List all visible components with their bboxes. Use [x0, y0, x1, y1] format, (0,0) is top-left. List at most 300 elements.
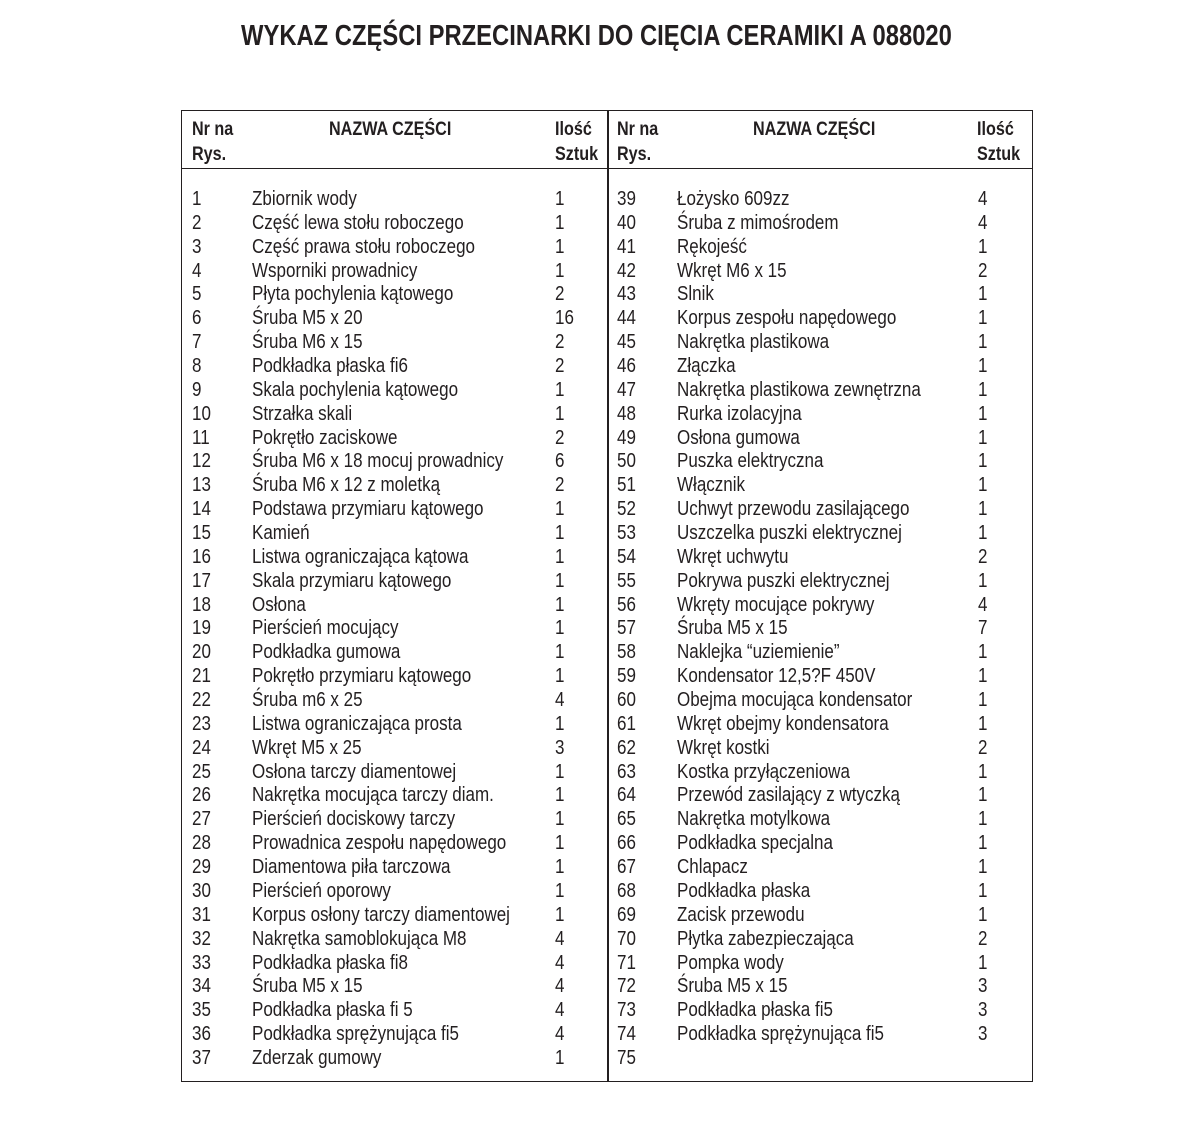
part-number: 67 [617, 856, 636, 879]
table-row [609, 904, 1034, 928]
part-number: 54 [617, 545, 636, 568]
part-number: 25 [192, 760, 211, 783]
table-row [182, 236, 607, 260]
part-name: Łożysko 609zz [677, 188, 790, 210]
header-nr: Nr na Rys. [617, 119, 659, 165]
part-name: Zacisk przewodu [677, 903, 805, 926]
part-quantity: 1 [555, 760, 565, 783]
part-number: 12 [192, 450, 211, 473]
part-name: Wkręty mocujące pokrywy [677, 593, 875, 616]
part-name: Część prawa stołu roboczego [252, 235, 476, 258]
table-row [609, 260, 1034, 284]
part-number: 2 [192, 211, 202, 234]
part-quantity: 1 [978, 498, 988, 521]
table-row [609, 188, 1034, 212]
part-name: Nakrętka plastikowa [677, 331, 830, 354]
part-number: 1 [192, 188, 202, 210]
part-quantity: 1 [978, 641, 988, 664]
part-quantity: 1 [555, 832, 565, 855]
part-name: Kamień [252, 522, 310, 545]
part-number: 18 [192, 593, 211, 616]
part-quantity: 1 [555, 235, 565, 258]
part-name: Wkręt uchwytu [677, 545, 789, 568]
part-number: 31 [192, 903, 211, 926]
part-quantity: 4 [978, 211, 988, 234]
part-quantity: 1 [978, 712, 988, 735]
table-row [182, 1023, 607, 1047]
table-row [182, 498, 607, 522]
table-row [182, 307, 607, 331]
table-row [182, 403, 607, 427]
table-row [182, 212, 607, 236]
part-name: Pierścień mocujący [252, 617, 399, 640]
table-row [609, 784, 1034, 808]
part-number: 73 [617, 999, 636, 1022]
part-name: Podkładka płaska fi5 [677, 999, 833, 1022]
part-number: 65 [617, 808, 636, 831]
part-number: 11 [192, 426, 210, 449]
part-name: Pokrętło przymiaru kątowego [252, 665, 472, 688]
part-quantity: 1 [978, 689, 988, 712]
part-name: Uchwyt przewodu zasilającego [677, 498, 910, 521]
table-row [182, 975, 607, 999]
table-row [609, 641, 1034, 665]
rows-left [182, 188, 607, 1071]
part-quantity: 1 [555, 378, 565, 401]
part-quantity: 1 [555, 498, 565, 521]
part-name: Pokrętło zaciskowe [252, 426, 398, 449]
table-row [182, 952, 607, 976]
table-row [182, 283, 607, 307]
part-number: 41 [617, 235, 636, 258]
table-row [609, 331, 1034, 355]
part-number: 19 [192, 617, 211, 640]
part-name: Śruba m6 x 25 [252, 689, 363, 712]
part-quantity: 1 [978, 522, 988, 545]
part-number: 45 [617, 331, 636, 354]
part-quantity: 1 [978, 856, 988, 879]
part-number: 37 [192, 1046, 211, 1069]
part-number: 46 [617, 355, 636, 378]
part-number: 10 [192, 402, 211, 425]
part-quantity: 1 [555, 402, 565, 425]
table-row [609, 689, 1034, 713]
part-number: 40 [617, 211, 636, 234]
table-row [182, 832, 607, 856]
part-name: Korpus osłony tarczy diamentowej [252, 903, 510, 926]
part-name: Przewód zasilający z wtyczką [677, 784, 900, 807]
part-number: 34 [192, 975, 211, 998]
part-quantity: 1 [978, 426, 988, 449]
part-name: Płyta pochylenia kątowego [252, 283, 454, 306]
part-number: 60 [617, 689, 636, 712]
part-name: Śruba M6 x 18 mocuj prowadnicy [252, 450, 504, 473]
table-row [182, 260, 607, 284]
part-quantity: 1 [555, 569, 565, 592]
part-quantity: 1 [978, 307, 988, 330]
table-row [609, 307, 1034, 331]
part-quantity: 16 [555, 307, 574, 330]
header-name: NAZWA CZĘŚCI [329, 119, 452, 140]
part-quantity: 1 [555, 712, 565, 735]
part-name: Obejma mocująca kondensator [677, 689, 913, 712]
part-name: Podstawa przymiaru kątowego [252, 498, 484, 521]
table-row [609, 594, 1034, 618]
part-number: 23 [192, 712, 211, 735]
table-row [609, 355, 1034, 379]
part-name: Osłona gumowa [677, 426, 800, 449]
table-row [182, 808, 607, 832]
part-name: Wkręt M5 x 25 [252, 736, 362, 759]
part-name: Złączka [677, 355, 736, 378]
table-row [609, 236, 1034, 260]
part-quantity: 1 [978, 235, 988, 258]
table-row [182, 1047, 607, 1071]
part-quantity: 4 [978, 188, 988, 210]
table-row [609, 928, 1034, 952]
part-quantity: 1 [978, 832, 988, 855]
table-row [609, 570, 1034, 594]
part-name: Podkładka sprężynująca fi5 [252, 1023, 459, 1046]
part-name: Wkręt obejmy kondensatora [677, 712, 889, 735]
part-name: Kostka przyłączeniowa [677, 760, 850, 783]
table-row [182, 880, 607, 904]
part-number: 53 [617, 522, 636, 545]
part-number: 74 [617, 1023, 636, 1046]
table-row [182, 379, 607, 403]
part-name: Wsporniki prowadnicy [252, 259, 418, 282]
parts-table [181, 110, 1033, 1082]
part-number: 71 [617, 951, 636, 974]
part-quantity: 1 [978, 474, 988, 497]
part-quantity: 1 [978, 402, 988, 425]
part-name: Slnik [677, 283, 714, 306]
part-number: 17 [192, 569, 211, 592]
part-number: 61 [617, 712, 636, 735]
table-row [609, 617, 1034, 641]
table-row [609, 832, 1034, 856]
table-row [609, 713, 1034, 737]
part-number: 43 [617, 283, 636, 306]
part-name: Zderzak gumowy [252, 1046, 382, 1069]
part-quantity: 4 [555, 975, 565, 998]
part-number: 3 [192, 235, 202, 258]
part-name: Płytka zabezpieczająca [677, 927, 854, 950]
part-number: 33 [192, 951, 211, 974]
table-row [609, 761, 1034, 785]
part-name: Uszczelka puszki elektrycznej [677, 522, 902, 545]
table-row [609, 952, 1034, 976]
part-name: Strzałka skali [252, 402, 353, 425]
part-name: Listwa ograniczająca kątowa [252, 545, 469, 568]
table-row [609, 546, 1034, 570]
part-number: 55 [617, 569, 636, 592]
part-quantity: 1 [978, 283, 988, 306]
part-quantity: 2 [555, 283, 565, 306]
part-name: Śruba M6 x 12 z moletką [252, 474, 441, 497]
part-quantity: 3 [978, 1023, 988, 1046]
header-qty: Ilość Sztuk [555, 119, 599, 165]
part-name: Podkładka płaska fi8 [252, 951, 408, 974]
table-row [182, 331, 607, 355]
part-quantity: 1 [978, 331, 988, 354]
table-row [609, 999, 1034, 1023]
part-number: 6 [192, 307, 202, 330]
part-number: 44 [617, 307, 636, 330]
part-number: 49 [617, 426, 636, 449]
rows-right [609, 188, 1034, 1071]
parts-table-left [182, 111, 607, 1081]
part-quantity: 4 [978, 593, 988, 616]
part-name: Podkładka płaska fi6 [252, 355, 408, 378]
header-name: NAZWA CZĘŚCI [753, 119, 876, 140]
table-row [609, 856, 1034, 880]
table-row [609, 450, 1034, 474]
part-name: Podkładka płaska [677, 879, 811, 902]
part-name: Wkręt kostki [677, 736, 770, 759]
part-quantity: 1 [978, 355, 988, 378]
part-number: 58 [617, 641, 636, 664]
part-name: Osłona tarczy diamentowej [252, 760, 457, 783]
part-quantity: 4 [555, 951, 565, 974]
part-number: 51 [617, 474, 636, 497]
part-number: 4 [192, 259, 202, 282]
part-quantity: 1 [978, 808, 988, 831]
table-row [609, 212, 1034, 236]
part-quantity: 1 [978, 378, 988, 401]
part-name: Zbiornik wody [252, 188, 357, 210]
part-name: Śruba M5 x 15 [677, 617, 788, 640]
table-row [609, 522, 1034, 546]
table-row [182, 999, 607, 1023]
part-quantity: 1 [978, 784, 988, 807]
part-quantity: 1 [555, 856, 565, 879]
table-row [182, 904, 607, 928]
part-quantity: 1 [978, 569, 988, 592]
part-number: 16 [192, 545, 211, 568]
part-number: 29 [192, 856, 211, 879]
part-name: Śruba z mimośrodem [677, 211, 839, 234]
part-name: Puszka elektryczna [677, 450, 824, 473]
part-number: 21 [192, 665, 211, 688]
part-name: Skala pochylenia kątowego [252, 378, 459, 401]
part-quantity: 1 [555, 879, 565, 902]
part-number: 30 [192, 879, 211, 902]
part-name: Część lewa stołu roboczego [252, 211, 464, 234]
table-row [182, 713, 607, 737]
part-number: 42 [617, 259, 636, 282]
header-nr: Nr na Rys. [192, 119, 234, 165]
part-name: Nakrętka motylkowa [677, 808, 831, 831]
part-name: Prowadnica zespołu napędowego [252, 832, 507, 855]
part-quantity: 1 [555, 808, 565, 831]
part-name: Korpus zespołu napędowego [677, 307, 897, 330]
table-row [182, 546, 607, 570]
table-row [609, 880, 1034, 904]
part-number: 14 [192, 498, 211, 521]
part-quantity: 1 [555, 784, 565, 807]
part-name: Nakrętka samoblokująca M8 [252, 927, 467, 950]
part-name: Włącznik [677, 474, 746, 497]
table-row [609, 427, 1034, 451]
part-quantity: 2 [978, 259, 988, 282]
part-quantity: 1 [555, 593, 565, 616]
part-name: Podkładka specjalna [677, 832, 833, 855]
part-number: 7 [192, 331, 202, 354]
part-name: Skala przymiaru kątowego [252, 569, 452, 592]
part-name: Listwa ograniczająca prosta [252, 712, 462, 735]
part-quantity: 1 [978, 450, 988, 473]
part-number: 27 [192, 808, 211, 831]
part-number: 36 [192, 1023, 211, 1046]
part-name: Rękojeść [677, 235, 747, 258]
part-quantity: 3 [555, 736, 565, 759]
part-quantity: 2 [555, 355, 565, 378]
part-number: 59 [617, 665, 636, 688]
table-row [182, 856, 607, 880]
part-quantity: 1 [555, 211, 565, 234]
part-quantity: 1 [555, 259, 565, 282]
part-name: Śruba M5 x 20 [252, 307, 363, 330]
part-quantity: 3 [978, 975, 988, 998]
part-number: 28 [192, 832, 211, 855]
part-quantity: 2 [555, 331, 565, 354]
part-number: 69 [617, 903, 636, 926]
part-name: Śruba M6 x 15 [252, 331, 363, 354]
part-number: 15 [192, 522, 211, 545]
part-quantity: 4 [555, 927, 565, 950]
table-row [182, 474, 607, 498]
header-qty: Ilość Sztuk [977, 119, 1021, 165]
part-number: 68 [617, 879, 636, 902]
part-name: Śruba M5 x 15 [252, 975, 363, 998]
part-number: 72 [617, 975, 636, 998]
part-quantity: 2 [978, 545, 988, 568]
part-number: 5 [192, 283, 202, 306]
part-number: 48 [617, 402, 636, 425]
table-row [609, 379, 1034, 403]
table-row [182, 641, 607, 665]
table-row [182, 689, 607, 713]
part-number: 70 [617, 927, 636, 950]
table-row [609, 975, 1034, 999]
table-row [182, 784, 607, 808]
part-name: Podkładka płaska fi 5 [252, 999, 413, 1022]
parts-table-right [609, 111, 1034, 1081]
part-name: Wkręt M6 x 15 [677, 259, 787, 282]
table-row [182, 522, 607, 546]
part-number: 24 [192, 736, 211, 759]
part-name: Pierścień oporowy [252, 879, 391, 902]
part-number: 35 [192, 999, 211, 1022]
part-quantity: 2 [555, 474, 565, 497]
table-row [182, 427, 607, 451]
table-row [609, 665, 1034, 689]
part-quantity: 3 [978, 999, 988, 1022]
part-quantity: 4 [555, 689, 565, 712]
part-number: 32 [192, 927, 211, 950]
table-row [609, 1047, 1034, 1071]
part-name: Nakrętka plastikowa zewnętrzna [677, 378, 921, 401]
part-quantity: 4 [555, 999, 565, 1022]
part-name: Osłona [252, 593, 306, 616]
part-name: Pierścień dociskowy tarczy [252, 808, 456, 831]
part-name: Diamentowa piła tarczowa [252, 856, 451, 879]
table-row [182, 570, 607, 594]
document-title: WYKAZ CZĘŚCI PRZECINARKI DO CIĘCIA CERAMIKI A 088020 [240, 20, 952, 52]
table-row [182, 355, 607, 379]
table-row [182, 928, 607, 952]
part-number: 75 [617, 1046, 636, 1069]
part-quantity: 1 [555, 188, 565, 210]
part-number: 9 [192, 378, 202, 401]
part-number: 13 [192, 474, 211, 497]
table-row [609, 403, 1034, 427]
table-row [609, 808, 1034, 832]
part-number: 56 [617, 593, 636, 616]
part-quantity: 1 [555, 641, 565, 664]
part-number: 52 [617, 498, 636, 521]
table-row [609, 283, 1034, 307]
part-number: 63 [617, 760, 636, 783]
part-quantity: 6 [555, 450, 565, 473]
part-number: 57 [617, 617, 636, 640]
part-quantity: 2 [555, 426, 565, 449]
table-row [609, 737, 1034, 761]
part-quantity: 1 [555, 903, 565, 926]
part-name: Podkładka gumowa [252, 641, 401, 664]
part-number: 64 [617, 784, 636, 807]
part-quantity: 4 [555, 1023, 565, 1046]
part-number: 26 [192, 784, 211, 807]
table-row [182, 188, 607, 212]
part-name: Pokrywa puszki elektrycznej [677, 569, 890, 592]
table-row [182, 737, 607, 761]
part-number: 50 [617, 450, 636, 473]
part-name: Podkładka sprężynująca fi5 [677, 1023, 884, 1046]
part-quantity: 1 [555, 522, 565, 545]
part-quantity: 1 [978, 879, 988, 902]
part-name: Chlapacz [677, 856, 748, 879]
part-name: Rurka izolacyjna [677, 402, 802, 425]
part-number: 47 [617, 378, 636, 401]
table-row [182, 761, 607, 785]
part-quantity: 1 [978, 665, 988, 688]
table-row [182, 617, 607, 641]
part-quantity: 1 [555, 1046, 565, 1069]
part-name: Naklejka “uziemienie” [677, 641, 840, 664]
table-row [609, 498, 1034, 522]
table-row [609, 1023, 1034, 1047]
table-row [609, 474, 1034, 498]
part-quantity: 2 [978, 927, 988, 950]
part-quantity: 1 [555, 545, 565, 568]
table-row [182, 450, 607, 474]
part-quantity: 1 [978, 760, 988, 783]
part-number: 66 [617, 832, 636, 855]
part-quantity: 1 [555, 665, 565, 688]
part-quantity: 1 [555, 617, 565, 640]
part-quantity: 1 [978, 903, 988, 926]
part-quantity: 7 [978, 617, 988, 640]
part-number: 22 [192, 689, 211, 712]
part-name: Pompka wody [677, 951, 784, 974]
part-quantity: 2 [978, 736, 988, 759]
part-name: Kondensator 12,5?F 450V [677, 665, 876, 688]
part-name: Nakrętka mocująca tarczy diam. [252, 784, 494, 807]
part-number: 62 [617, 736, 636, 759]
table-row [182, 594, 607, 618]
